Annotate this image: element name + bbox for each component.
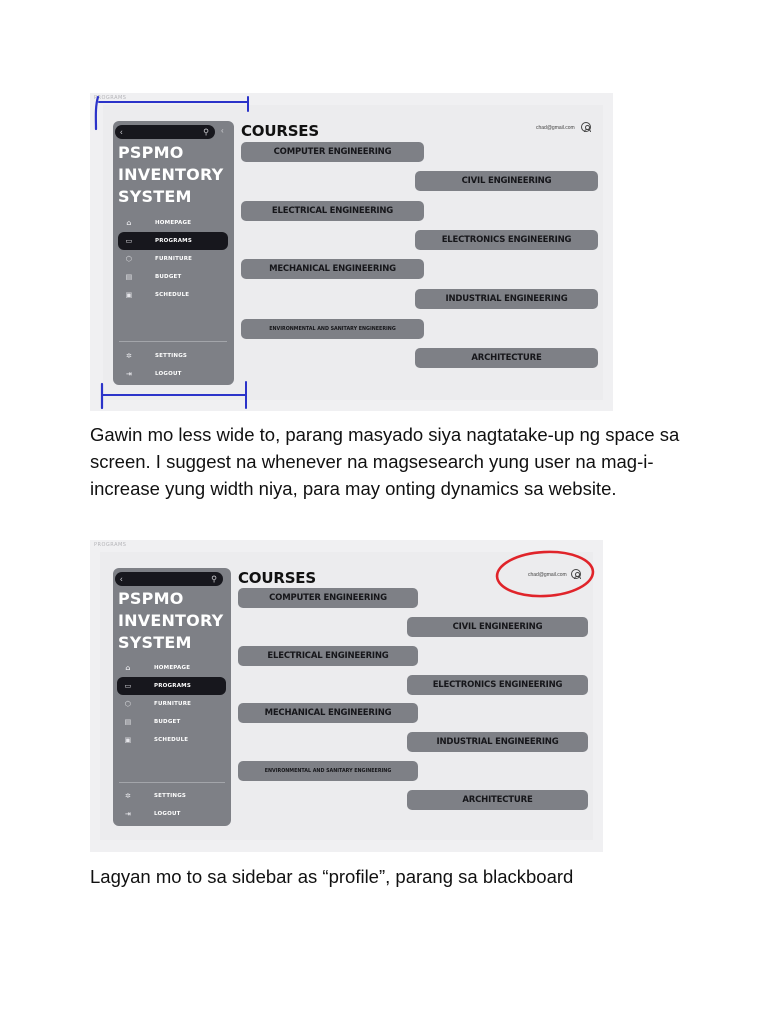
sidebar-item-label: BUDGET [155, 274, 182, 280]
sidebar-item-logout[interactable] [117, 805, 226, 823]
sidebar-item-label: PROGRAMS [154, 683, 191, 689]
sidebar-item-label: BUDGET [154, 719, 181, 725]
sidebar-item-programs[interactable] [118, 232, 228, 250]
home-icon: ⌂ [125, 664, 131, 672]
home-icon: ⌂ [126, 219, 132, 227]
app-window [100, 552, 593, 840]
sidebar-item-label: SETTINGS [154, 793, 187, 799]
screenshot-label: PROGRAMS [94, 542, 127, 548]
search-bar[interactable] [115, 125, 215, 139]
sidebar [113, 121, 234, 385]
course-button[interactable]: COMPUTER ENGINEERING [241, 142, 424, 162]
sidebar-item-furniture[interactable] [118, 250, 228, 268]
course-button[interactable]: CIVIL ENGINEERING [415, 171, 598, 191]
course-button[interactable]: CIVIL ENGINEERING [407, 617, 588, 637]
sidebar-nav [118, 214, 228, 304]
course-button[interactable]: ELECTRONICS ENGINEERING [407, 675, 588, 695]
user-email: chad@gmail.com [528, 572, 567, 578]
screenshot-2 [90, 540, 603, 852]
folder-icon: ▭ [124, 682, 132, 690]
sidebar-item-schedule[interactable] [118, 286, 228, 304]
course-button[interactable]: MECHANICAL ENGINEERING [238, 703, 418, 723]
sidebar-item-homepage[interactable] [117, 659, 226, 677]
sidebar-divider [119, 782, 225, 783]
brand-line: PSPMO [118, 143, 184, 162]
sidebar-item-schedule[interactable] [117, 731, 226, 749]
app-brand [118, 588, 223, 654]
brand-line: INVENTORY [118, 165, 224, 184]
search-icon[interactable]: ⚲ [203, 127, 209, 137]
chevron-left-icon[interactable]: ‹ [120, 574, 123, 584]
brand-line: INVENTORY [118, 611, 224, 630]
brand-line: PSPMO [118, 589, 184, 608]
sidebar-item-budget[interactable] [117, 713, 226, 731]
user-circle-icon[interactable] [581, 122, 591, 132]
box-icon: ⬡ [124, 700, 132, 708]
sidebar-item-label: SCHEDULE [154, 737, 189, 743]
sidebar-item-furniture[interactable] [117, 695, 226, 713]
chevron-left-icon[interactable]: ‹ [221, 126, 224, 135]
course-button[interactable]: ARCHITECTURE [407, 790, 588, 810]
user-email: chad@gmail.com [536, 125, 575, 131]
app-window [103, 105, 603, 400]
course-button[interactable]: ELECTRICAL ENGINEERING [241, 201, 424, 221]
sidebar-item-label: LOGOUT [155, 371, 182, 377]
course-button[interactable]: ARCHITECTURE [415, 348, 598, 368]
sidebar-item-label: HOMEPAGE [155, 220, 192, 226]
gear-icon: ✲ [124, 792, 132, 800]
calculator-icon: ▤ [124, 718, 132, 726]
course-button[interactable]: ENVIRONMENTAL AND SANITARY ENGINEERING [238, 761, 418, 781]
course-button[interactable]: MECHANICAL ENGINEERING [241, 259, 424, 279]
course-button[interactable]: ELECTRONICS ENGINEERING [415, 230, 598, 250]
sidebar-bottom-nav [117, 787, 226, 823]
course-button[interactable]: INDUSTRIAL ENGINEERING [407, 732, 588, 752]
course-button[interactable]: INDUSTRIAL ENGINEERING [415, 289, 598, 309]
sidebar-item-settings[interactable] [118, 347, 228, 365]
logout-icon: ⇥ [124, 810, 132, 818]
sidebar-nav [117, 659, 226, 749]
feedback-caption: Lagyan mo to sa sidebar as “profile”, parang sa blackboard [90, 866, 574, 887]
sidebar-item-label: HOMEPAGE [154, 665, 191, 671]
calculator-icon: ▤ [125, 273, 133, 281]
brand-line: SYSTEM [118, 633, 192, 652]
sidebar-item-logout[interactable] [118, 365, 228, 383]
logout-icon: ⇥ [125, 370, 133, 378]
gear-icon: ✲ [125, 352, 133, 360]
box-icon: ⬡ [125, 255, 133, 263]
sidebar-item-settings[interactable] [117, 787, 226, 805]
user-circle-icon[interactable] [571, 569, 581, 579]
page-title: COURSES [241, 122, 319, 140]
sidebar-item-label: PROGRAMS [155, 238, 192, 244]
sidebar-bottom-nav [118, 347, 228, 383]
calendar-icon: ▣ [124, 736, 132, 744]
sidebar-item-label: SCHEDULE [155, 292, 190, 298]
sidebar-item-label: SETTINGS [155, 353, 188, 359]
course-button[interactable]: ELECTRICAL ENGINEERING [238, 646, 418, 666]
screenshot-1 [90, 93, 613, 411]
screenshot-label: PROGRAMS [94, 95, 127, 101]
sidebar [113, 568, 231, 826]
search-icon[interactable]: ⚲ [211, 574, 217, 584]
search-bar[interactable] [115, 572, 223, 586]
page-title: COURSES [238, 569, 316, 587]
sidebar-item-label: LOGOUT [154, 811, 181, 817]
course-button[interactable]: COMPUTER ENGINEERING [238, 588, 418, 608]
sidebar-item-programs[interactable] [117, 677, 226, 695]
calendar-icon: ▣ [125, 291, 133, 299]
feedback-caption: Gawin mo less wide to, parang masyado siya nagtatake-up ng space sa screen. I suggest na whenever na magsesearch yung user na mag-i-increase yung width niya, para may onting dynamics sa website. [90, 424, 680, 499]
sidebar-item-label: FURNITURE [155, 256, 193, 262]
sidebar-divider [119, 341, 227, 342]
sidebar-item-homepage[interactable] [118, 214, 228, 232]
sidebar-item-label: FURNITURE [154, 701, 192, 707]
sidebar-item-budget[interactable] [118, 268, 228, 286]
course-button[interactable]: ENVIRONMENTAL AND SANITARY ENGINEERING [241, 319, 424, 339]
brand-line: SYSTEM [118, 187, 192, 206]
folder-icon: ▭ [125, 237, 133, 245]
app-brand [118, 142, 223, 208]
chevron-left-icon[interactable]: ‹ [120, 127, 123, 137]
